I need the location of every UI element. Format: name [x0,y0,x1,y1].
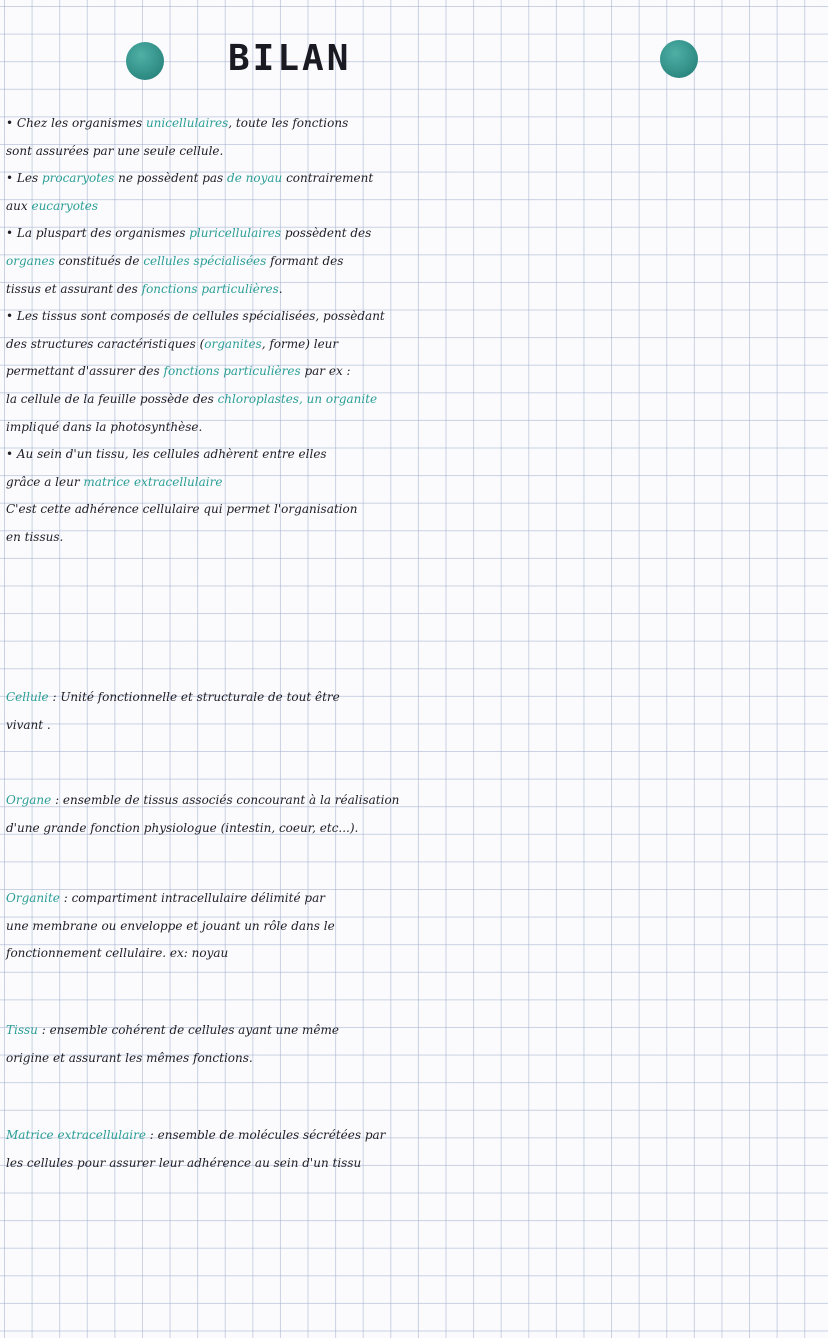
bullet-prokaryotes-cont: aux eucaryotes [6,198,98,213]
definition-line: Matrice extracellulaire : ensemble de molécules sécrétées par [6,1128,386,1142]
bullet-adhesion-cont: grâce a leur matrice extracellulaire [6,474,223,489]
teal-dot-left [126,42,164,80]
bullet-multicellular: • La pluspart des organismes pluricellulaires possèdent des [6,226,372,241]
page-title: BILAN [228,38,352,79]
bullet-tissues-cont4: impliqué dans la photosynthèse. [6,419,203,434]
definition-line: vivant . [6,717,51,732]
definition-line: d'une grande fonction physiologue (intestin, coeur, etc...). [6,820,359,835]
bullet-adhesion-cont2: C'est cette adhérence cellulaire qui permet l'organisation [6,502,358,517]
definition-term: Matrice extracellulaire [6,1128,146,1142]
definition-term: Tissu [6,1023,38,1037]
definition-tissu [6,1017,822,1072]
bullet-prokaryotes: • Les procaryotes ne possèdent pas de noyau contrairement [6,171,374,186]
definition-line: Tissu : ensemble cohérent de cellules ayant une même [6,1023,339,1037]
definition-matrice [6,1122,822,1177]
definition-organe [6,787,822,842]
definition-line: origine et assurant les mêmes fonctions. [6,1050,253,1065]
definition-line: les cellules pour assurer leur adhérence au sein d'un tissu [6,1155,362,1170]
definition-term: Cellule [6,690,49,704]
definition-cellule [6,684,822,739]
definition-line: fonctionnement cellulaire. ex: noyau [6,946,229,961]
bullet-tissues-cont3: la cellule de la feuille possède des chloroplastes, un organite [6,391,378,406]
definition-line: Organite : compartiment intracellulaire délimité par [6,891,325,905]
bullet-adhesion-cont3: en tissus. [6,529,64,544]
definition-line: une membrane ou enveloppe et jouant un rôle dans le [6,918,335,933]
bullet-unicellular: • Chez les organismes unicellulaires, toute les fonctions [6,116,349,130]
bullet-multicellular-cont: organes constitués de cellules spécialisées formant des [6,253,344,268]
definition-line: Organe : ensemble de tissus associés concourant à la réalisation [6,793,400,807]
definition-line: Cellule : Unité fonctionnelle et structurale de tout être [6,690,340,704]
definition-organite [6,885,822,968]
teal-dot-right [660,40,698,78]
bullet-tissues-cont2: permettant d'assurer des fonctions particulières par ex : [6,364,351,379]
summary-bullets [6,110,822,552]
bullet-adhesion: • Au sein d'un tissu, les cellules adhèrent entre elles [6,447,327,462]
bullet-tissues: • Les tissus sont composés de cellules spécialisées, possèdant [6,309,385,324]
bullet-tissues-cont: des structures caractéristiques (organites, forme) leur [6,336,339,351]
bullet-unicellular-cont: sont assurées par une seule cellule. [6,143,224,158]
definition-term: Organe [6,793,52,807]
bullet-multicellular-cont2: tissus et assurant des fonctions particulières. [6,281,283,296]
definition-term: Organite [6,891,60,905]
